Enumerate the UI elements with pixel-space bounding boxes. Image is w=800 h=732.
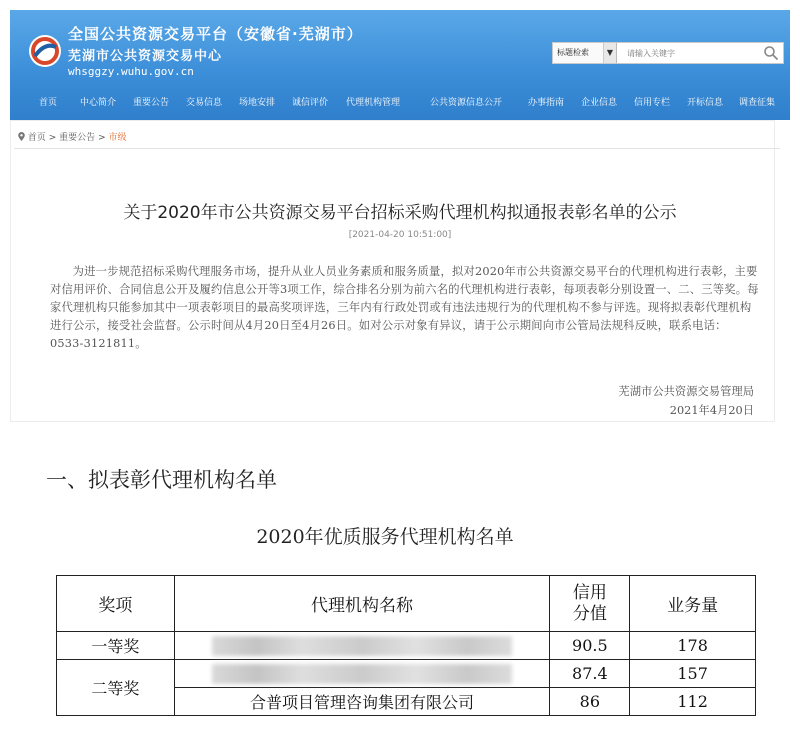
nav-item-announcements[interactable]: 重要公告 <box>133 98 170 108</box>
header-volume: 业务量 <box>630 576 756 632</box>
breadcrumb-announcements[interactable]: 重要公告 <box>59 133 96 143</box>
cell-volume: 157 <box>630 660 756 688</box>
nav-item-disclosure[interactable]: 公共资源信息公开 <box>430 98 503 108</box>
nav-item-trade-info[interactable]: 交易信息 <box>186 98 223 108</box>
redacted-name <box>212 664 512 684</box>
nav-item-survey[interactable]: 调查征集 <box>739 98 776 108</box>
site-url: whsggzy.wuhu.gov.cn <box>68 65 194 78</box>
table-title: 2020年优质服务代理机构名单 <box>256 526 514 548</box>
cell-credit-score: 87.4 <box>550 660 630 688</box>
cell-volume: 112 <box>630 688 756 716</box>
article-date: [2021-04-20 10:51:00] <box>348 230 452 240</box>
breadcrumb-home[interactable]: 首页 <box>27 133 46 143</box>
cell-volume: 178 <box>630 632 756 660</box>
article-sign-date: 2021年4月20日 <box>669 404 754 417</box>
search-type-select[interactable]: 标题检索 <box>553 43 617 63</box>
search-input[interactable] <box>627 43 757 63</box>
chevron-down-icon[interactable]: ▼ <box>603 43 616 63</box>
table-header-row <box>57 576 756 632</box>
awards-table <box>56 575 756 716</box>
nav-item-venue[interactable]: 场地安排 <box>239 98 276 108</box>
header-award: 奖项 <box>57 576 175 632</box>
article-title: 关于2020年市公共资源交易平台招标采购代理机构拟通报表彰名单的公示 <box>123 203 677 223</box>
cell-credit-score: 86 <box>550 688 630 716</box>
search-icon[interactable] <box>763 45 779 61</box>
location-pin-icon <box>18 132 25 141</box>
nav-item-home[interactable]: 首页 <box>39 98 58 108</box>
cell-award: 一等奖 <box>57 632 175 660</box>
site-subtitle: 芜湖市公共资源交易中心 <box>68 49 223 64</box>
site-title: 全国公共资源交易平台（安徽省·芜湖市） <box>68 25 363 43</box>
breadcrumb-separator: > <box>48 133 60 143</box>
table-row <box>57 632 756 660</box>
divider <box>14 148 780 149</box>
breadcrumb-separator: > <box>98 133 109 143</box>
article-body: 为进一步规范招标采购代理服务市场，提升从业人员业务素质和服务质量，拟对2020年市公共资源交易平台的代理机构进行表彰，主要对信用评价、合同信息公开及履约信息公开等3项工作，综合排名分别为前六名的代理机构进行表彰，每项表彰分别设置一、二、三等奖。每家代理机构只能参加其中一项表彰项目的最高奖项评选，三年内有行政处罚或有违法违规行为的代理机构不参与评选。现将拟表彰代理机构进行公示，接受社会监督。公示时间从4月20日至4月26日。如对公示对象有异议，请于公示期间向市公管局法规科反映，联系电话：0533-3121811。 <box>50 265 759 350</box>
nav-item-companies[interactable]: 企业信息 <box>581 98 618 108</box>
main-nav <box>10 92 790 116</box>
cell-agency-name <box>174 660 550 688</box>
breadcrumb <box>18 130 126 143</box>
nav-item-agency[interactable]: 代理机构管理 <box>346 98 401 108</box>
nav-item-about[interactable]: 中心简介 <box>80 98 117 108</box>
site-logo-icon[interactable] <box>28 34 62 68</box>
nav-item-bid-opening[interactable]: 开标信息 <box>687 98 724 108</box>
section-heading: 一、拟表彰代理机构名单 <box>46 468 277 492</box>
cell-credit-score: 90.5 <box>550 632 630 660</box>
nav-item-credit[interactable]: 诚信评价 <box>292 98 329 108</box>
header-credit-score <box>550 576 630 632</box>
redacted-name <box>212 636 512 656</box>
table-row <box>57 660 756 688</box>
search-box <box>552 42 784 64</box>
header-credit-score-text: 信用分值 <box>572 582 607 624</box>
cell-agency-name <box>174 632 550 660</box>
cell-agency-name: 合普项目管理咨询集团有限公司 <box>174 688 550 716</box>
site-header <box>10 10 790 120</box>
nav-item-credit-column[interactable]: 信用专栏 <box>634 98 671 108</box>
article-issuer: 芜湖市公共资源交易管理局 <box>618 385 754 398</box>
header-agency-name: 代理机构名称 <box>174 576 550 632</box>
nav-item-guide[interactable]: 办事指南 <box>528 98 565 108</box>
cell-award: 二等奖 <box>57 660 175 716</box>
breadcrumb-current[interactable]: 市级 <box>108 133 127 143</box>
